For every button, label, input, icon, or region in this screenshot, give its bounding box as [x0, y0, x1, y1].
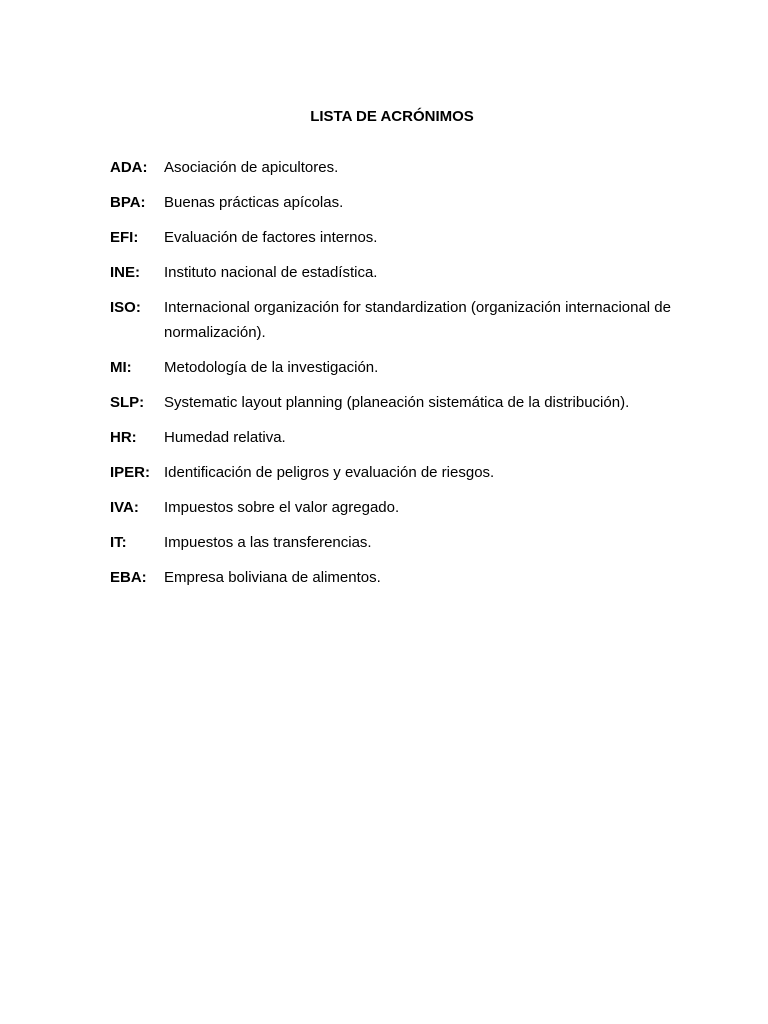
acronym-definition: Humedad relativa. — [164, 429, 286, 446]
acronym-definition: Empresa boliviana de alimentos. — [164, 569, 381, 586]
acronym-term: HR: — [110, 429, 137, 446]
acronym-entry — [110, 530, 690, 555]
acronym-term: MI: — [110, 359, 132, 376]
acronym-term: BPA: — [110, 194, 146, 211]
acronym-term: IPER: — [110, 464, 151, 481]
acronym-definition: Buenas prácticas apícolas. — [164, 194, 344, 211]
acronym-term: EBA: — [110, 569, 147, 586]
acronym-definition: Instituto nacional de estadística. — [164, 264, 378, 281]
acronym-entry — [110, 260, 690, 285]
acronym-term: ADA: — [110, 159, 148, 176]
acronym-entry — [110, 390, 690, 415]
acronym-entry — [110, 565, 690, 590]
acronym-definition: Impuestos sobre el valor agregado. — [164, 499, 400, 516]
acronym-definition: Impuestos a las transferencias. — [164, 534, 372, 551]
acronym-entry — [110, 155, 690, 180]
acronym-term: INE: — [110, 264, 140, 281]
acronym-definition: Identificación de peligros y evaluación de riesgos. — [164, 464, 495, 481]
acronym-definition: Asociación de apicultores. — [164, 159, 339, 176]
acronym-term: SLP: — [110, 394, 145, 411]
acronym-term: EFI: — [110, 229, 139, 246]
acronym-entry — [110, 190, 690, 215]
acronym-term: IVA: — [110, 499, 139, 516]
acronym-term: ISO: — [110, 299, 141, 316]
page-title: LISTA DE ACRÓNIMOS — [310, 108, 474, 125]
acronym-entry — [110, 495, 690, 520]
acronym-list — [110, 155, 690, 600]
acronym-entry — [110, 295, 690, 345]
acronym-entry — [110, 225, 690, 250]
acronym-definition: Systematic layout planning (planeación sistemática de la distribución). — [164, 394, 630, 411]
acronym-definition: Internacional organización for standardization (organización internacional de normalización). — [164, 299, 671, 341]
acronym-entry — [110, 460, 690, 485]
acronym-entry — [110, 355, 690, 380]
acronym-definition: Metodología de la investigación. — [164, 359, 379, 376]
acronym-entry — [110, 425, 690, 450]
acronym-term: IT: — [110, 534, 127, 551]
acronym-definition: Evaluación de factores internos. — [164, 229, 378, 246]
